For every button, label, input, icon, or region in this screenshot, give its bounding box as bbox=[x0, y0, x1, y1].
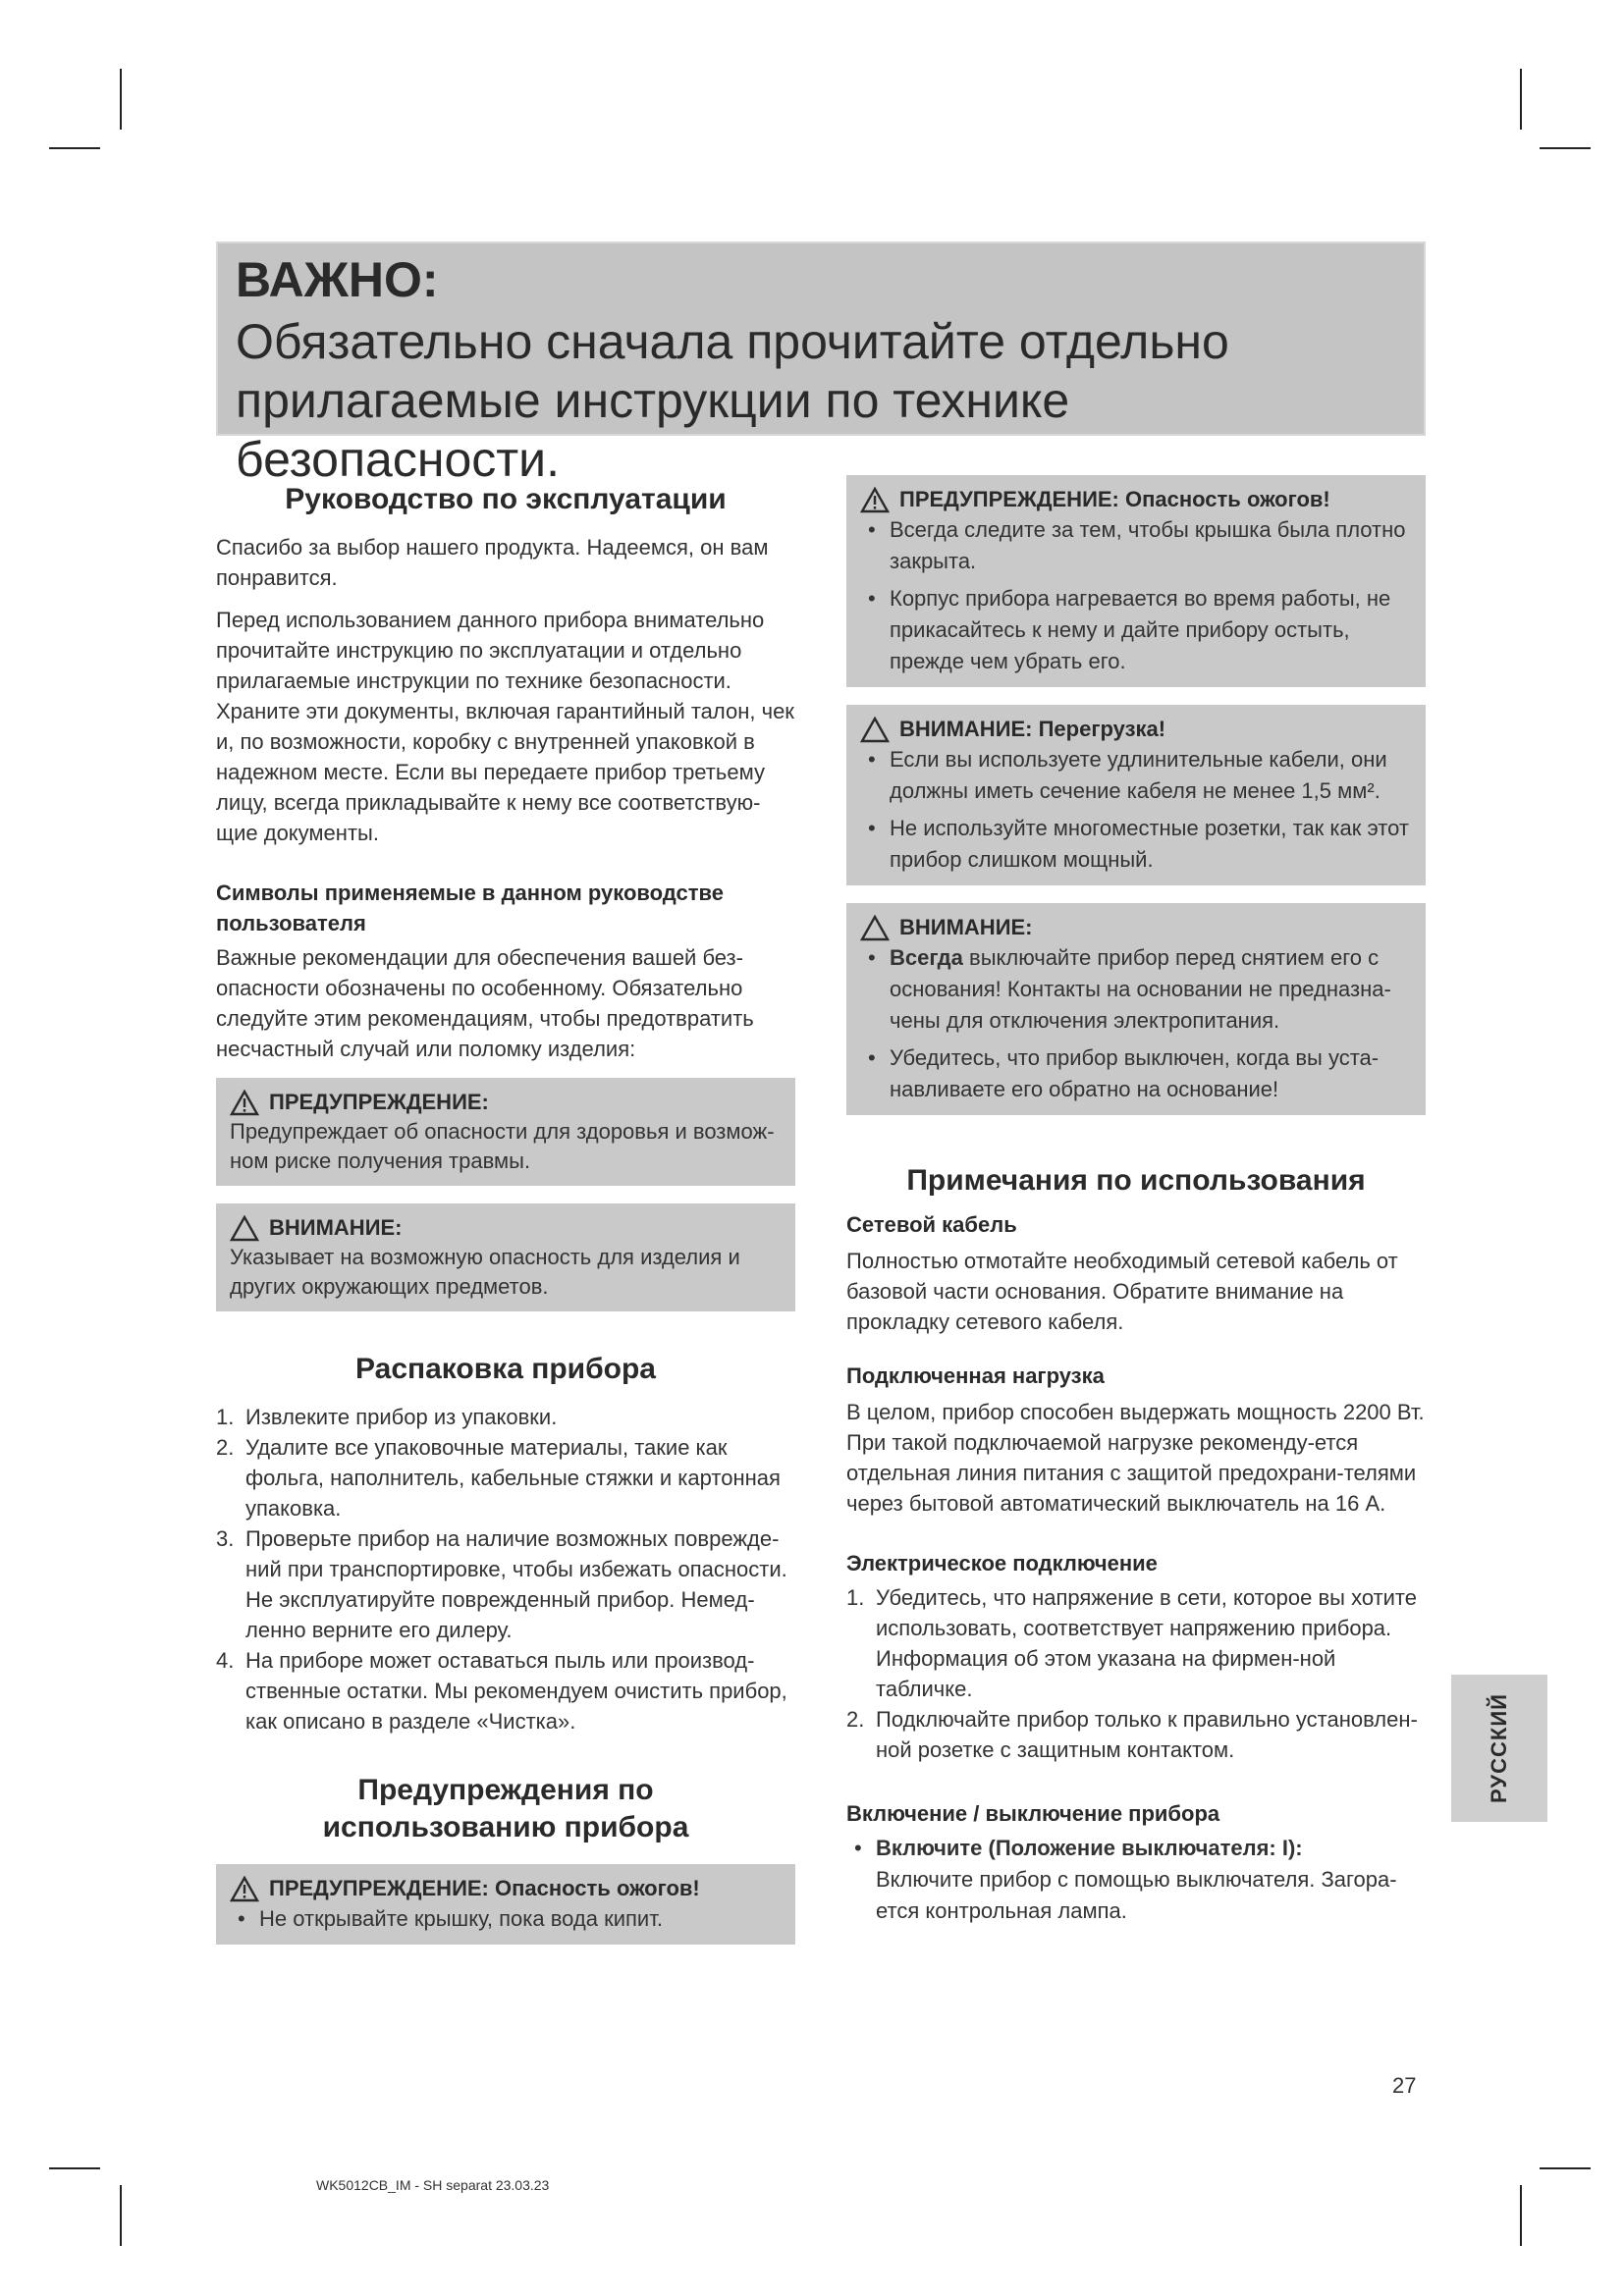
unpacking-list bbox=[216, 1402, 795, 1736]
crop-mark bbox=[49, 147, 100, 149]
left-column bbox=[216, 481, 795, 1945]
warning-triangle-icon bbox=[230, 1090, 259, 1116]
list-item: 1. Убедитесь, что напряжение в сети, которое вы хотите использовать, соответствует напряжению прибора. Информация об этом указана на фирмен-ной табличке. bbox=[846, 1585, 1417, 1701]
unpacking-heading: Распаковка прибора bbox=[355, 1353, 656, 1385]
burn-warning-title: ПРЕДУПРЕЖДЕНИЕ: Опасность ожогов! bbox=[269, 1876, 700, 1900]
print-footer: WK5012CB_IM - SH separat 23.03.23 bbox=[316, 2177, 550, 2193]
language-tab-label: РУССКИЙ bbox=[1487, 1693, 1511, 1803]
list-item: • Корпус прибора нагревается во время работы, не прикасайтесь к нему и дайте прибору остыть, прежде чем убрать его. bbox=[860, 583, 1412, 677]
overload-box bbox=[846, 705, 1426, 885]
list-item: • Если вы используете удлинительные кабели, они должны иметь сечение кабеля не менее 1,5 мм². bbox=[860, 744, 1412, 807]
symbols-text: Важные рекомендации для обеспечения вашей без-опасности обозначены по особенному. Обязательно следуйте этим рекомендациям, чтобы предотвратить несчастный случай или поломку изделия: bbox=[216, 945, 754, 1061]
list-item: • Не открывайте крышку, пока вода кипит. bbox=[230, 1903, 782, 1935]
banner-title: ВАЖНО: bbox=[236, 252, 439, 307]
warning-legend-title: ПРЕДУПРЕЖДЕНИЕ: bbox=[269, 1090, 489, 1114]
list-item: 4. На приборе может оставаться пыль или производ-ственные остатки. Мы рекомендуем очистить прибор, как описано в разделе «Чистка». bbox=[216, 1648, 787, 1734]
list-item: 2. Удалите все упаковочные материалы, такие как фольга, наполнитель, кабельные стяжки и картонная упаковка. bbox=[216, 1435, 781, 1521]
page-number: 27 bbox=[1392, 2073, 1417, 2098]
caution-triangle-icon bbox=[860, 717, 890, 743]
list-item: 2. Подключайте прибор только к правильно установлен-ной розетке с защитным контактом. bbox=[846, 1707, 1418, 1762]
list-item: • Всегда следите за тем, чтобы крышка была плотно закрыта. bbox=[860, 514, 1412, 577]
important-banner bbox=[216, 241, 1426, 487]
caution-legend-text: Указывает на возможную опасность для изделия и других окружающих предметов. bbox=[230, 1245, 740, 1299]
crop-mark bbox=[49, 2167, 100, 2169]
crop-mark bbox=[1520, 2185, 1522, 2246]
crop-mark bbox=[120, 2185, 122, 2246]
manual-body: Перед использованием данного прибора внимательно прочитайте инструкцию по эксплуатации и отдельно прилагаемые инструкции по технике безопасности. Храните эти документы, включая гарантийный талон, чек и, по возможности, коробку с внутренней упаковкой в надежном месте. Если вы передаете прибор третьему лицу, всегда прикладывайте к нему все соответствую-щие документы. bbox=[216, 608, 794, 845]
list-item: • Убедитесь, что прибор выключен, когда вы уста-навливаете его обратно на основание! bbox=[860, 1042, 1412, 1105]
language-tab bbox=[1451, 1675, 1547, 1822]
warnings-heading: Предупреждения по использованию прибора bbox=[322, 1774, 689, 1843]
attention-title: ВНИМАНИЕ: bbox=[899, 915, 1033, 939]
crop-mark bbox=[1520, 69, 1522, 130]
manual-heading: Руководство по эксплуатации bbox=[285, 483, 727, 515]
overload-title: ВНИМАНИЕ: Перегрузка! bbox=[899, 717, 1166, 741]
symbols-heading: Символы применяемые в данном руководстве пользователя bbox=[216, 881, 724, 935]
warning-triangle-icon bbox=[860, 487, 890, 513]
caution-legend-box bbox=[216, 1203, 795, 1311]
crop-mark bbox=[120, 69, 122, 130]
electric-heading: Электрическое подключение bbox=[846, 1551, 1158, 1575]
warning-triangle-icon bbox=[230, 1876, 259, 1902]
banner-subtitle: Обязательно сначала прочитайте отдельно прилагаемые инструкции по технике безопасности. bbox=[236, 314, 1229, 487]
burn-danger-title: ПРЕДУПРЕЖДЕНИЕ: Опасность ожогов! bbox=[899, 487, 1330, 511]
list-item: • Всегда выключайте прибор перед снятием его с основания! Контакты на основании не предназна-чены для отключения электропитания. bbox=[860, 942, 1412, 1037]
electric-list bbox=[846, 1582, 1426, 1765]
burn-warning-box bbox=[216, 1864, 795, 1945]
caution-legend-title: ВНИМАНИЕ: bbox=[269, 1215, 403, 1240]
list-item: • Включите (Положение выключателя: I): Включите прибор с помощью выключателя. Загора-ется контрольная лампа. bbox=[846, 1833, 1426, 1927]
list-item: • Не используйте многоместные розетки, так как этот прибор слишком мощный. bbox=[860, 813, 1412, 876]
list-item: 1. Извлеките прибор из упаковки. bbox=[216, 1405, 558, 1429]
warning-legend-text: Предупреждает об опасности для здоровья и возмож-ном риске получения травмы. bbox=[230, 1119, 775, 1173]
load-heading: Подключенная нагрузка bbox=[846, 1363, 1105, 1388]
attention-box bbox=[846, 903, 1426, 1115]
load-text: В целом, прибор способен выдержать мощность 2200 Вт. При такой подключаемой нагрузке рекоменду-ется отдельная линия питания с защитой предохрани-телями через бытовой автоматический выключатель на 16 А. bbox=[846, 1400, 1425, 1516]
crop-mark bbox=[1540, 147, 1591, 149]
cable-heading: Сетевой кабель bbox=[846, 1212, 1017, 1237]
caution-triangle-icon bbox=[860, 915, 890, 941]
switch-heading: Включение / выключение прибора bbox=[846, 1801, 1220, 1826]
crop-mark bbox=[1540, 2167, 1591, 2169]
right-column bbox=[846, 475, 1426, 1927]
manual-intro: Спасибо за выбор нашего продукта. Надеемся, он вам понравится. bbox=[216, 535, 769, 590]
usage-heading: Примечания по использования bbox=[906, 1164, 1366, 1197]
caution-triangle-icon bbox=[230, 1215, 259, 1242]
list-item: 3. Проверьте прибор на наличие возможных поврежде-ний при транспортировке, чтобы избежать опасности. Не эксплуатируйте поврежденный прибор. Немед-ленно верните его дилеру. bbox=[216, 1526, 787, 1642]
cable-text: Полностью отмотайте необходимый сетевой кабель от базовой части основания. Обратите внимание на прокладку сетевого кабеля. bbox=[846, 1249, 1398, 1334]
burn-danger-box bbox=[846, 475, 1426, 687]
warning-legend-box bbox=[216, 1078, 795, 1186]
